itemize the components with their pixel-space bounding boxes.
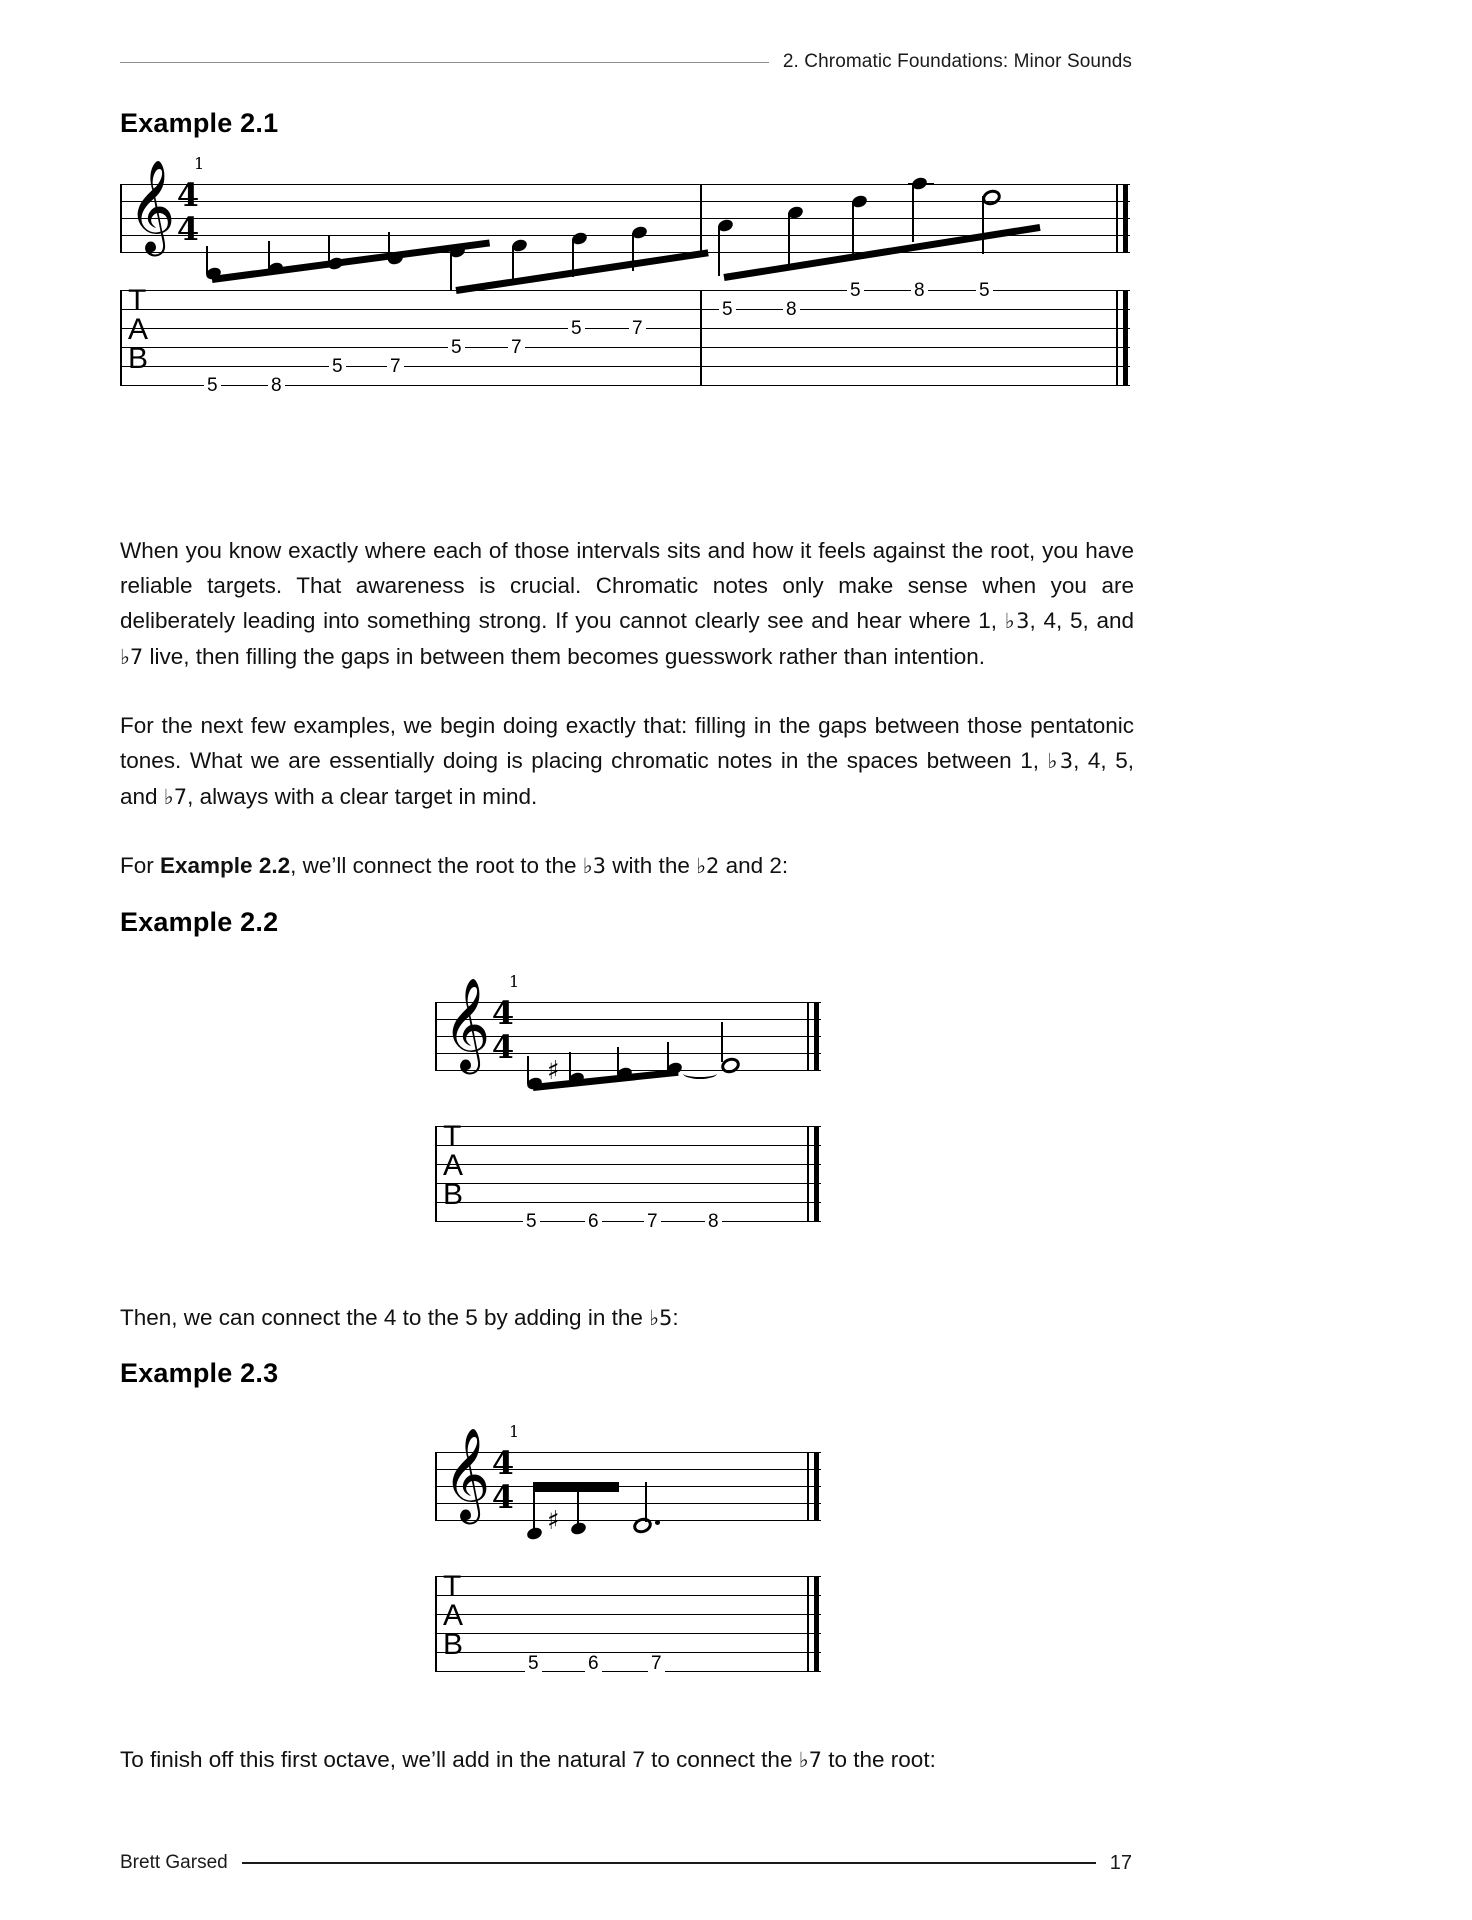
sharp-accidental-icon: ♯ — [547, 1506, 560, 1536]
staff-standard-notation — [435, 1422, 821, 1536]
beam-group-2 — [455, 249, 708, 294]
note-stem — [645, 1482, 647, 1522]
tab-fret-number: 5 — [329, 357, 346, 376]
beam-group-1 — [212, 239, 491, 282]
tab-barline-start — [435, 1126, 437, 1222]
tab-line — [435, 1671, 821, 1672]
notehead-half — [631, 1515, 654, 1536]
tab-fret-number: 5 — [847, 281, 864, 300]
paragraph-natural-seven — [120, 1742, 1134, 1778]
staff-tablature — [435, 1570, 821, 1674]
tab-fret-number: 7 — [508, 338, 525, 357]
tab-letter-a: A — [443, 1149, 464, 1182]
barline-start — [435, 1002, 437, 1071]
tab-letter-t: T — [128, 284, 147, 317]
note-stem — [206, 246, 208, 274]
flat-second-symbol: ♭2 — [696, 854, 720, 878]
paragraph-text: : — [672, 1305, 679, 1330]
treble-clef-icon: 𝄞 — [443, 977, 491, 1070]
tab-line — [120, 328, 1130, 329]
staff-tablature — [120, 280, 1130, 396]
tab-line — [435, 1202, 821, 1203]
tab-barline-start — [435, 1576, 437, 1672]
note-stem — [852, 202, 854, 257]
note-stem — [982, 196, 984, 254]
tab-line — [120, 366, 1130, 367]
time-signature-denominator: 4 — [491, 1028, 515, 1066]
note-stem — [912, 184, 914, 242]
example-2-1-notation — [120, 154, 1130, 396]
tab-line — [435, 1183, 821, 1184]
paragraph-text: , 4, 5, and — [1029, 608, 1134, 633]
note-stem — [328, 236, 330, 265]
paragraph-text: and 2: — [719, 853, 789, 878]
flat-third-symbol: ♭3 — [1004, 609, 1030, 633]
paragraph-text: For the next few examples, we begin doing exactly that: filling in the gaps between those pentatonic tones. What we are essentially doing is placing chromatic notes in the spaces between 1, — [120, 713, 1134, 773]
tab-fret-number: 6 — [585, 1212, 602, 1231]
staff-standard-notation — [120, 154, 1130, 252]
note-stem — [632, 233, 634, 271]
tab-fret-number: 8 — [268, 376, 285, 395]
note-stem — [617, 1047, 619, 1075]
note-stem — [450, 252, 452, 290]
barline-end-thin — [807, 1452, 809, 1521]
tab-line — [435, 1145, 821, 1146]
tab-letter-b: B — [443, 1178, 464, 1211]
paragraph-text: with the — [606, 853, 697, 878]
staff-line — [120, 218, 1130, 219]
augmentation-dot — [655, 1520, 660, 1525]
example-2-2-notation — [435, 972, 825, 1268]
measure-number: 1 — [509, 1422, 520, 1441]
paragraph-text: , always with a clear target in mind. — [187, 784, 538, 809]
flat-third-symbol: ♭3 — [582, 854, 607, 878]
tab-barline-end-thin — [807, 1126, 809, 1222]
beam-group-1 — [533, 1482, 619, 1492]
time-signature-numerator: 4 — [491, 1444, 515, 1482]
page-footer — [120, 1848, 1132, 1878]
tab-fret-number: 7 — [648, 1654, 665, 1673]
tab-line — [435, 1164, 821, 1165]
tab-line — [120, 347, 1130, 348]
flat-seventh-symbol: ♭7 — [163, 785, 188, 809]
author-name: Brett Garsed — [120, 1852, 228, 1873]
header-divider-rule — [120, 62, 769, 63]
note-stem — [533, 1486, 535, 1532]
tab-letter-a: A — [443, 1599, 464, 1632]
note-stem — [512, 246, 514, 284]
measure-number: 1 — [194, 154, 205, 173]
note-stem — [527, 1056, 529, 1084]
page-number: 17 — [1109, 1851, 1132, 1874]
tab-fret-number: 5 — [448, 338, 465, 357]
time-signature-denominator: 4 — [491, 1478, 515, 1516]
note-stem — [788, 213, 790, 265]
heading-example-2-3: Example 2.3 — [120, 1358, 279, 1388]
barline-start — [435, 1452, 437, 1521]
note-stem — [577, 1486, 579, 1528]
note-stem — [572, 239, 574, 277]
sharp-accidental-icon: ♯ — [547, 1056, 560, 1086]
barline-end-thin — [1116, 184, 1118, 253]
paragraph-filling-gaps — [120, 708, 1134, 815]
paragraph-text: To finish off this first octave, we’ll add in the natural 7 to connect the — [120, 1747, 799, 1772]
tab-fret-number: 8 — [705, 1212, 722, 1231]
note-stem — [268, 241, 270, 271]
tab-barline-middle — [700, 290, 702, 386]
flat-seventh-symbol: ♭7 — [798, 1748, 822, 1772]
chapter-title: 2. Chromatic Foundations: Minor Sounds — [782, 51, 1132, 72]
tab-line — [435, 1633, 821, 1634]
tab-line — [435, 1595, 821, 1596]
time-signature-numerator: 4 — [491, 994, 515, 1032]
paragraph-text: to the root: — [822, 1747, 936, 1772]
tab-barline-end-thin — [1116, 290, 1118, 386]
tab-barline-end-thin — [807, 1576, 809, 1672]
paragraph-text: When you know exactly where each of those intervals sits and how it feels against the root, you have reliable targets. That awareness is crucial. Chromatic notes only make sense when you are deliberately leading into something strong. If you cannot clearly see and hear where 1, — [120, 538, 1134, 633]
flat-third-symbol: ♭3 — [1047, 749, 1074, 773]
paragraph-example-2-3-intro — [120, 1300, 1134, 1336]
time-signature-denominator: 4 — [176, 210, 200, 248]
paragraph-text: , 4, 5, and — [120, 748, 1134, 809]
tab-barline-end-thick — [1123, 290, 1128, 386]
tab-fret-number: 7 — [644, 1212, 661, 1231]
tab-letter-b: B — [128, 342, 149, 375]
tab-fret-number: 5 — [719, 300, 736, 319]
tab-fret-number: 5 — [525, 1654, 542, 1673]
barline-end-thick — [814, 1452, 819, 1521]
barline-end-thick — [814, 1002, 819, 1071]
tab-letter-b: B — [443, 1628, 464, 1661]
note-stem — [667, 1042, 669, 1070]
note-stem — [721, 1022, 723, 1062]
tie-slur — [683, 1068, 717, 1079]
barline-start — [120, 184, 122, 253]
flat-fifth-symbol: ♭5 — [649, 1306, 673, 1330]
paragraph-text: For — [120, 853, 161, 878]
measure-number: 1 — [509, 972, 520, 991]
note-stem — [569, 1052, 571, 1080]
tab-line — [120, 309, 1130, 310]
paragraph-example-2-2-intro — [120, 848, 1134, 884]
flat-seventh-symbol: ♭7 — [120, 645, 144, 669]
example-2-3-notation — [435, 1422, 825, 1718]
staff-line — [120, 252, 1130, 253]
footer-divider-rule — [242, 1862, 1096, 1864]
tab-letter-a: A — [128, 313, 149, 346]
staff-line — [120, 184, 1130, 185]
tab-line — [435, 1221, 821, 1222]
tab-fret-number: 5 — [976, 281, 993, 300]
tab-barline-end-thick — [814, 1576, 819, 1672]
tab-fret-number: 7 — [387, 357, 404, 376]
tab-fret-number: 6 — [585, 1654, 602, 1673]
staff-line — [120, 201, 1130, 202]
tab-letter-t: T — [443, 1570, 462, 1603]
heading-example-2-1: Example 2.1 — [120, 108, 279, 138]
tab-fret-number: 8 — [783, 300, 800, 319]
barline-end-thick — [1123, 184, 1128, 253]
note-stem — [388, 232, 390, 261]
tab-line — [435, 1614, 821, 1615]
tab-line — [435, 1652, 821, 1653]
staff-tablature — [435, 1120, 821, 1232]
treble-clef-icon: 𝄞 — [128, 159, 176, 252]
staff-line — [435, 1520, 821, 1521]
staff-standard-notation — [435, 972, 821, 1086]
treble-clef-icon: 𝄞 — [443, 1427, 491, 1520]
tab-fret-number: 5 — [568, 319, 585, 338]
barline-middle — [700, 184, 702, 253]
tab-barline-end-thick — [814, 1126, 819, 1222]
paragraph-text: Then, we can connect the 4 to the 5 by adding in the — [120, 1305, 650, 1330]
tab-barline-start — [120, 290, 122, 386]
barline-end-thin — [807, 1002, 809, 1071]
page-header — [120, 46, 1132, 78]
paragraph-text: live, then filling the gaps in between them becomes guesswork rather than intention. — [143, 644, 986, 669]
tab-fret-number: 8 — [911, 281, 928, 300]
paragraph-intervals — [120, 533, 1134, 675]
time-signature-numerator: 4 — [176, 176, 200, 214]
tab-line — [435, 1576, 821, 1577]
inline-example-reference: Example 2.2 — [160, 853, 291, 878]
tab-fret-number: 5 — [523, 1212, 540, 1231]
heading-example-2-2: Example 2.2 — [120, 907, 279, 937]
paragraph-text: , we’ll connect the root to the — [290, 853, 583, 878]
tab-letter-t: T — [443, 1120, 462, 1153]
tab-fret-number: 5 — [204, 376, 221, 395]
tab-fret-number: 7 — [629, 319, 646, 338]
note-stem — [718, 226, 720, 276]
tab-line — [435, 1126, 821, 1127]
